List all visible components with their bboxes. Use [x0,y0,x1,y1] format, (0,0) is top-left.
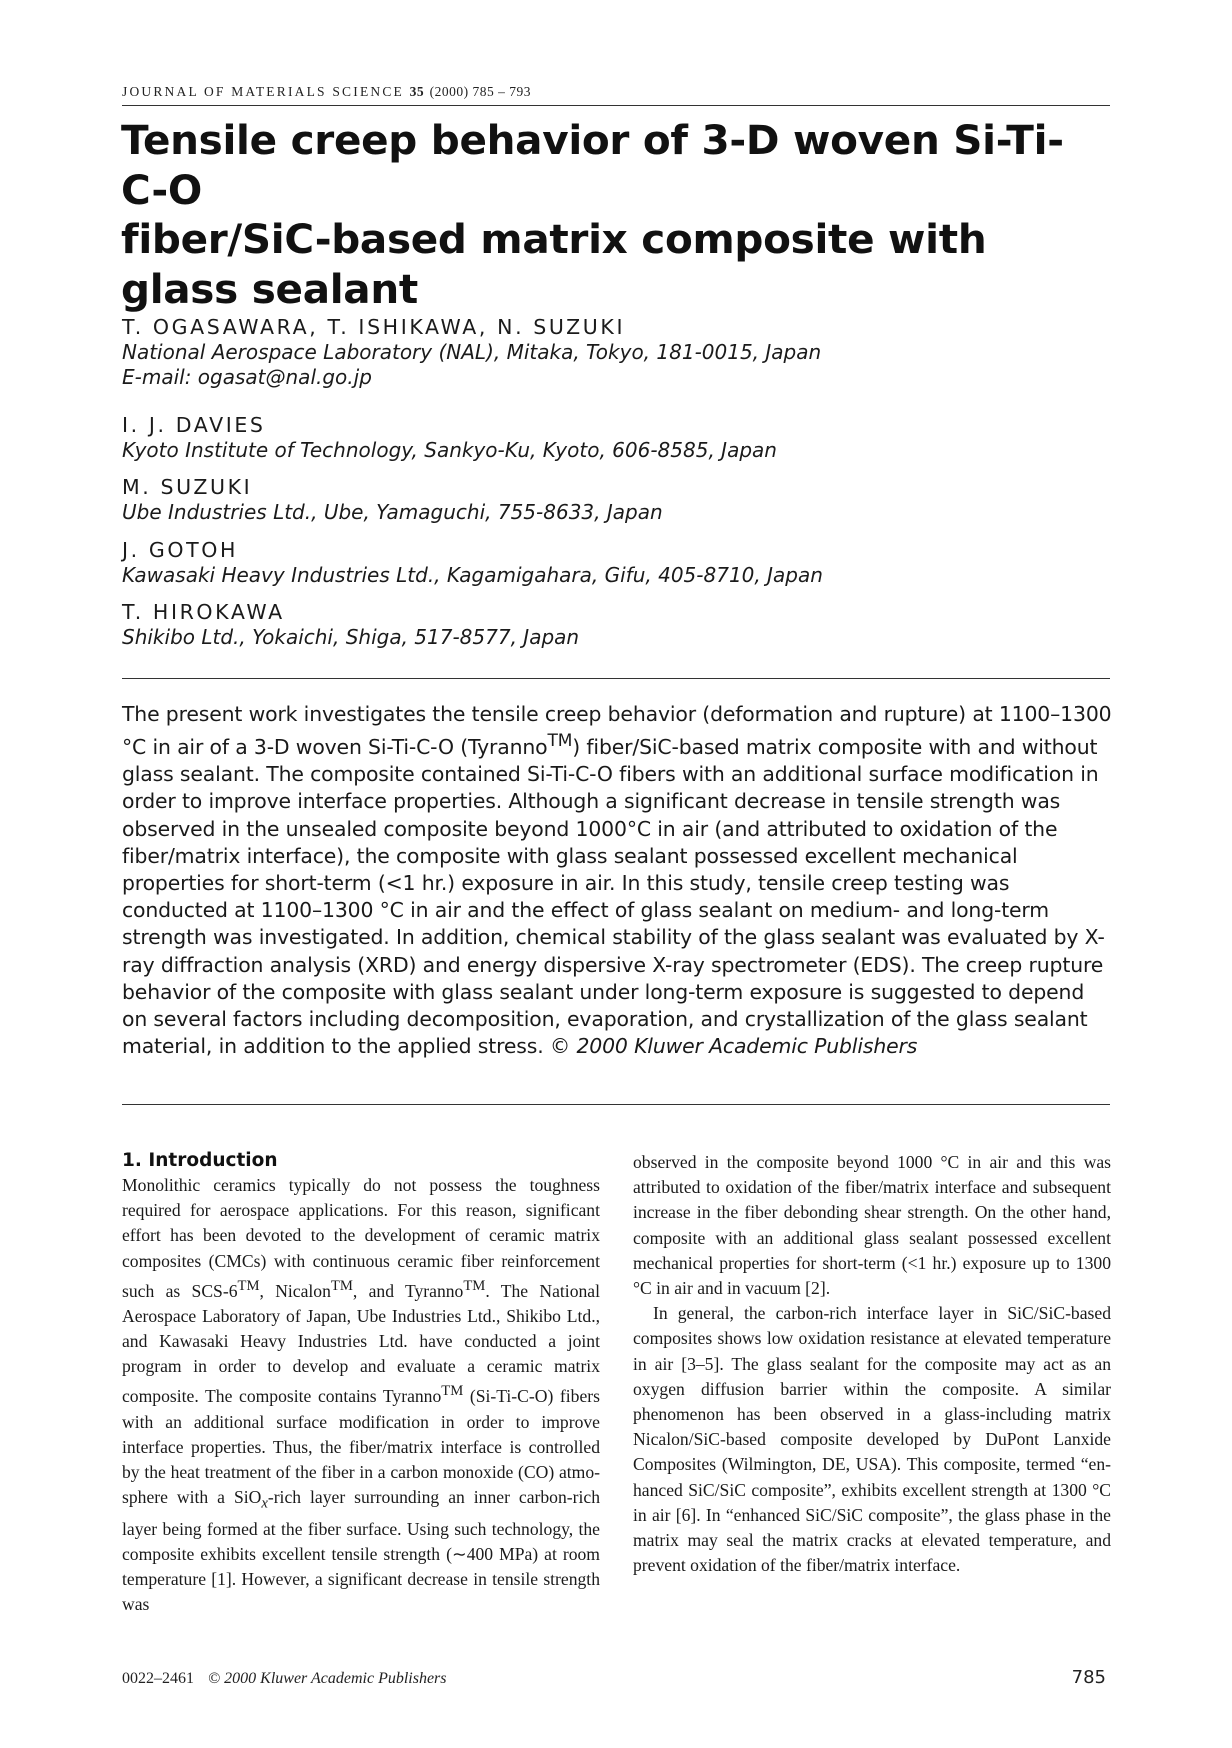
author-names: J. GOTOH [122,538,238,562]
author-names: I. J. DAVIES [122,413,266,437]
title-line-3: glass sealant [121,264,418,313]
paper-title [121,116,1081,314]
trademark-mark: TM [547,731,573,752]
affiliation-block-4 [122,538,1102,588]
intro-paragraph-continued: observed in the composite beyond 1000 °C in air and this was attributed to oxidation of the fiber/matrix interface and subsequent increase in the fiber debonding shear strength. On the other hand, composite with an additional glass sealant possessed excellent mechanical properties for short-term (<1 hr.) exposure up to 1300 °C in air and in vacuum [2]. [633,1152,1111,1299]
section-heading-introduction: 1. Introduction [122,1150,278,1171]
title-line-2: fiber/SiC-based matrix composite with [121,215,987,263]
journal-volume: 35 [409,84,425,99]
right-column [633,1150,1111,1578]
trademark-mark: TM [330,1277,353,1294]
institution: Ube Industries Ltd., Ube, Yamaguchi, 755-8633, Japan [122,500,663,524]
left-column [122,1148,600,1618]
institution: Kawasaki Heavy Industries Ltd., Kagamigahara, Gifu, 405-8710, Japan [122,563,823,587]
footer-publisher: © 2000 Kluwer Academic Publishers [208,1670,447,1687]
journal-name: JOURNAL OF MATERIALS SCIENCE [122,84,404,99]
trademark-mark: TM [237,1277,260,1294]
footer-issn-copyright [122,1670,447,1688]
paragraph-text: (Si-Ti-C-O) fibers with an additional surface modification in order to improve interface properties. Thus, the fiber/matrix interface is controlled by the heat treatment of the fiber in a carbon monoxide (CO) atmosphere with a SiO [122,1386,600,1508]
abstract-top-rule [122,678,1110,679]
paragraph-text: . The National Aerospace Laboratory of Japan, Ube Industries Ltd., Shikibo Ltd., and Kawasaki Heavy Industries Ltd. have conducted a joint program in order to develop and evaluate a ceramic matrix composite. The composite contains Tyranno [122,1280,600,1407]
paragraph-text: , and Tyranno [352,1280,464,1301]
page-number: 785 [1071,1667,1106,1688]
abstract [122,701,1112,1060]
intro-paragraph-1 [122,1173,600,1618]
abstract-text-2: ) fiber/SiC-based matrix composite with and without glass sealant. The composite contained Si-Ti-C-O fibers with an additional surface modification in order to improve interface properties. Although a significant decrease in tensile strength was observed in the unsealed composite beyond 1000°C in air (and attributed to oxidation of the fiber/matrix interface), the composite with glass sealant possessed excellent mechanical properties for short-term (<1 hr.) exposure in air. In this study, tensile creep testing was conducted at 1100–1300 °C in air and the effect of glass sealant on medium- and long-term strength was investigated. In addition, chemical stability of the glass sealant was evaluated by X-ray diffraction analysis (XRD) and energy dispersive X-ray spectrometer (EDS). The creep rupture behavior of the composite with glass sealant under long-term exposure is suggested to depend on several factors including decomposition, evaporation, and crystallization of the glass sealant material, in addition to the applied stress. [122,735,1105,1059]
journal-year-pages: (2000) 785 – 793 [429,84,532,99]
trademark-mark: TM [441,1383,464,1400]
author-names: M. SUZUKI [122,475,253,499]
journal-header [122,84,1110,100]
author-names: T. OGASAWARA, T. ISHIKAWA, N. SUZUKI [122,315,626,339]
paragraph-text: -rich layer surrounding an inner carbon-rich layer being formed at the fiber surface. Using such technology, the composite exhibits excellent tensile strength (∼400 MPa) at room temperature [1]. However, a significant decrease in tensile strength was [122,1487,600,1615]
footer-issn: 0022–2461 [122,1670,194,1687]
abstract-copyright: © 2000 Kluwer Academic Publishers [549,1034,918,1059]
author-email[interactable]: E-mail: ogasat@nal.go.jp [122,365,372,389]
affiliation-block-1 [122,315,1102,390]
paragraph-text: , Nicalon [259,1280,331,1301]
abstract-text-1: The present work investigates the tensile creep behavior (deformation and rupture) at 1100–1300 °C in air of a 3-D woven Si-Ti-C-O (Tyranno [122,702,1112,759]
institution: Kyoto Institute of Technology, Sankyo-Ku, Kyoto, 606-8585, Japan [122,438,777,462]
intro-paragraph-2: In general, the carbon-rich interface layer in SiC/SiC-based composites shows low oxidation resistance at elevated temperature in air [3–5]. The glass sealant for the composite may act as an oxygen diffusion barrier within the composite. A similar phenomenon has been observed in a glass-including matrix Nicalon/SiC-based composite developed by DuPont Lanxide Composites (Wilmington, DE, USA). This composite, termed “enhanced SiC/SiC composite”, exhibits excellent strength at 1300 °C in air [6]. In “enhanced SiC/SiC composite”, the glass phase in the matrix may seal the matrix cracks at elevated temperature, and prevent oxidation of the fiber/matrix interface. [633,1303,1111,1576]
paragraph-text: Monolithic ceramics typically do not possess the toughness required for aerospace applications. For this reason, significant effort has been devoted to the development of ceramic matrix composites (CMCs) with continuous ceramic fiber reinforcement such as SCS-6 [122,1175,600,1301]
trademark-mark: TM [463,1277,486,1294]
header-rule [122,105,1110,106]
subscript-x: x [261,1495,268,1512]
institution: National Aerospace Laboratory (NAL), Mitaka, Tokyo, 181-0015, Japan [122,340,822,364]
affiliation-block-3 [122,475,1102,525]
institution: Shikibo Ltd., Yokaichi, Shiga, 517-8577, Japan [122,625,580,649]
title-line-1: Tensile creep behavior of 3-D woven Si-Ti-C-O [121,116,1064,214]
author-names: T. HIROKAWA [122,600,285,624]
affiliation-block-5 [122,600,1102,650]
abstract-bottom-rule [122,1104,1110,1105]
affiliation-block-2 [122,413,1102,463]
